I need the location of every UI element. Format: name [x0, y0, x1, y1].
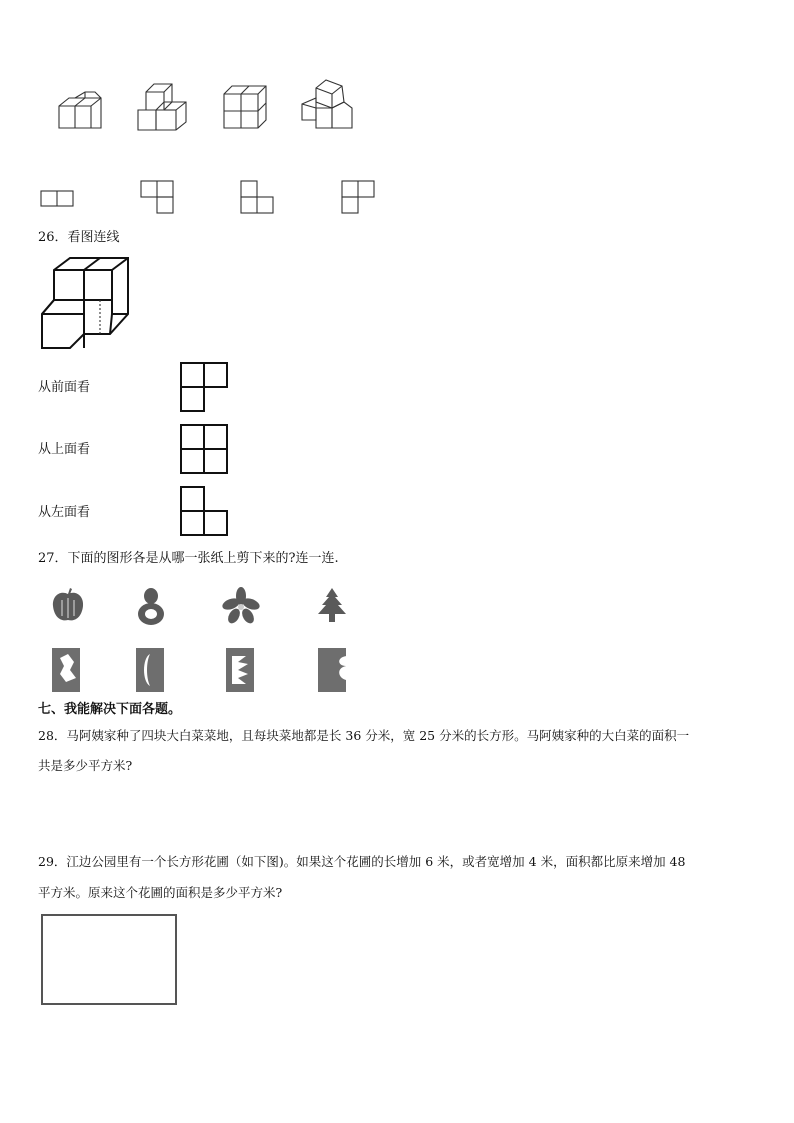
question-26-title: 26．看图连线: [38, 230, 120, 245]
view-label-front: 从前面看: [38, 380, 91, 395]
cube-group-1: [55, 92, 105, 132]
cube-group-2: [136, 82, 188, 134]
view-label-left: 从左面看: [38, 505, 91, 520]
cube-group-3: [222, 84, 270, 132]
paper-sheet-1: [52, 648, 82, 692]
view-shape-3: [240, 180, 276, 216]
view-shape-4: [341, 180, 377, 216]
paper-sheet-2: [136, 648, 166, 692]
gourd-cutout-icon: [134, 586, 168, 626]
section-7-title: 七、我能解决下面各题。: [38, 702, 182, 717]
tree-cutout-icon: [314, 588, 350, 626]
front-view-shape: [180, 362, 230, 414]
view-shape-2: [140, 180, 176, 216]
question-27-title: 27．下面的图形各是从哪一张纸上剪下来的?连一连.: [38, 551, 339, 566]
paper-sheet-4: [318, 648, 348, 692]
question-28-line-1: 28．马阿姨家种了四块大白菜菜地，且每块菜地都是长 36 分米，宽 25 分米的长方形。马阿姨家种的大白菜的面积一: [38, 728, 690, 743]
apple-cutout-icon: [50, 588, 86, 624]
view-label-top: 从上面看: [38, 442, 91, 457]
paper-sheet-3: [226, 648, 256, 692]
cube-group-4: [300, 78, 356, 132]
flower-bed-rectangle: [41, 914, 177, 1005]
question-28-line-2: 共是多少平方米?: [38, 758, 133, 773]
question-29-line-2: 平方米。原来这个花圃的面积是多少平方米?: [38, 885, 283, 900]
top-view-shape: [180, 424, 230, 476]
left-view-shape: [180, 486, 230, 538]
question-29-line-1: 29．江边公园里有一个长方形花圃（如下图)。如果这个花圃的长增加 6 米，或者宽增加 4 米，面积都比原来增加 48: [38, 854, 686, 869]
view-shape-1: [40, 190, 76, 208]
cube-structure-figure: [40, 256, 132, 354]
flower-cutout-icon: [222, 588, 260, 624]
